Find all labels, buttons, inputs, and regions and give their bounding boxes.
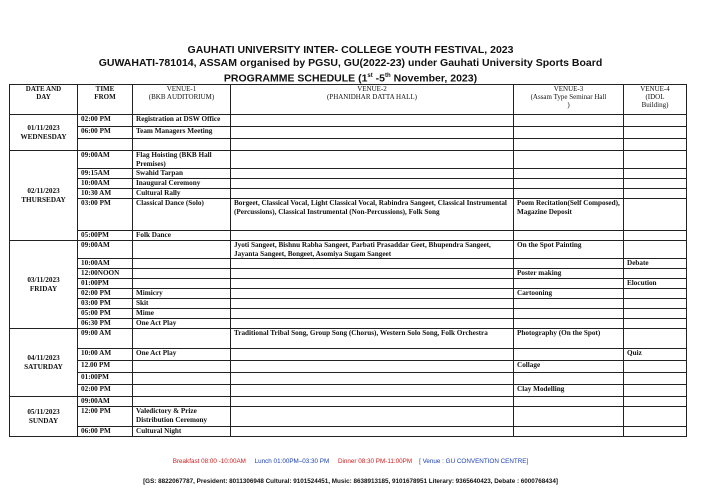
schedule-row xyxy=(10,231,687,241)
venue2-cell xyxy=(231,299,514,309)
schedule-row xyxy=(10,269,687,279)
venue2-cell xyxy=(231,279,514,289)
venue1-cell: One Act Play xyxy=(133,319,231,329)
time-cell: 03:00 PM xyxy=(78,299,133,309)
venue2-cell xyxy=(231,319,514,329)
weekday: FRIDAY xyxy=(29,284,58,293)
dinner-time: Dinner 08:30 PM-11:00PM xyxy=(337,458,413,465)
venue3-cell: Poster making xyxy=(514,269,624,279)
venue3-cell xyxy=(514,139,624,151)
breakfast-time: Breakfast 08:00 -10:00AM xyxy=(172,458,246,465)
time-cell: 10:00AM xyxy=(78,179,133,189)
venue4-cell xyxy=(624,199,687,231)
time-cell: 10:00 AM xyxy=(78,349,133,361)
time-cell: 10:30 AM xyxy=(78,189,133,199)
venue4-cell xyxy=(624,231,687,241)
venue2-cell xyxy=(231,427,514,437)
venue1-cell: Classical Dance (Solo) xyxy=(133,199,231,231)
time-cell: 01:00PM xyxy=(78,279,133,289)
column-header-row xyxy=(10,85,687,115)
venue2-cell xyxy=(231,385,514,397)
venue2-cell: Borgeet, Classical Vocal, Light Classical Vocal, Rabindra Sangeet, Classical Instrumental (Percussions), Classical Instrumental (Non-Percussions), Folk Song xyxy=(231,199,514,231)
schedule-row xyxy=(10,309,687,319)
venue1-cell xyxy=(133,385,231,397)
time-cell xyxy=(78,139,133,151)
date-value: 04/11/2023 xyxy=(27,354,60,363)
venue2-cell xyxy=(231,169,514,179)
venue4-cell xyxy=(624,127,687,139)
venue1-cell: Mimicry xyxy=(133,289,231,299)
venue1-cell: Folk Dance xyxy=(133,231,231,241)
venue1-cell: Mime xyxy=(133,309,231,319)
venue2-cell xyxy=(231,115,514,127)
venue1-cell: Swahid Tarpan xyxy=(133,169,231,179)
venue-note: [ Venue : GU CONVENTION CENTRE] xyxy=(419,458,529,465)
venue4-cell xyxy=(624,427,687,437)
schedule-heading xyxy=(0,70,701,85)
venue1-cell: Inaugural Ceremony xyxy=(133,179,231,189)
schedule-row xyxy=(10,199,687,231)
venue4-cell xyxy=(624,139,687,151)
venue3-cell xyxy=(514,309,624,319)
venue1-cell: Flag Hoisting (BKB Hall Premises) xyxy=(133,151,231,169)
venue2-cell xyxy=(231,259,514,269)
date-cell xyxy=(10,115,78,151)
schedule-heading-sup1: st xyxy=(367,73,373,79)
venue3-cell xyxy=(514,407,624,427)
venue1-cell xyxy=(133,397,231,407)
schedule-heading-prefix: PROGRAMME SCHEDULE (1 xyxy=(223,72,368,85)
venue1-cell: Cultural Night xyxy=(133,427,231,437)
weekday: THURSEDAY xyxy=(21,195,66,204)
schedule-row xyxy=(10,289,687,299)
venue4-cell xyxy=(624,269,687,279)
schedule-row xyxy=(10,259,687,269)
schedule-row xyxy=(10,139,687,151)
venue2-cell: Traditional Tribal Song, Group Song (Chorus), Western Solo Song, Folk Orchestra xyxy=(231,329,514,349)
venue3-cell xyxy=(514,349,624,361)
venue2-cell xyxy=(231,179,514,189)
venue2-cell: Jyoti Sangeet, Bishnu Rabha Sangeet, Parbati Prasaddar Geet, Bhupendra Sangeet, Jayanta Sangeet, Bongeet, Asomiya Sugam Sangeet xyxy=(231,241,514,259)
venue1-cell xyxy=(133,139,231,151)
schedule-row xyxy=(10,385,687,397)
venue4-cell xyxy=(624,151,687,169)
venue3-cell xyxy=(514,179,624,189)
time-cell: 02:00 PM xyxy=(78,385,133,397)
schedule-row xyxy=(10,361,687,373)
venue1-cell: Cultural Rally xyxy=(133,189,231,199)
venue1-cell: Skit xyxy=(133,299,231,309)
venue4-cell xyxy=(624,407,687,427)
schedule-row xyxy=(10,329,687,349)
schedule-row xyxy=(10,373,687,385)
venue4-cell: Quiz xyxy=(624,349,687,361)
time-cell: 03:00 PM xyxy=(78,199,133,231)
venue1-cell xyxy=(133,279,231,289)
schedule-row xyxy=(10,427,687,437)
schedule-heading-sup2: th xyxy=(385,73,391,79)
venue3-cell xyxy=(514,279,624,289)
schedule-row xyxy=(10,241,687,259)
lunch-time: Lunch 01:00PM–03:30 PM xyxy=(254,458,330,465)
venue4-cell xyxy=(624,189,687,199)
schedule-row xyxy=(10,319,687,329)
time-cell: 10:00AM xyxy=(78,259,133,269)
venue3-cell xyxy=(514,169,624,179)
contact-numbers: [GS: 8822067787, President: 8011306948 Cultural: 9101524451, Music: 8638913185, 9101678951 Literary: 9365640423, Debate : 6000768434] xyxy=(143,478,558,485)
venue1-cell: One Act Play xyxy=(133,349,231,361)
time-cell: 09:15AM xyxy=(78,169,133,179)
date-value: 03/11/2023 xyxy=(27,276,60,285)
venue2-cell xyxy=(231,189,514,199)
time-cell: 05:00PM xyxy=(78,231,133,241)
col-header-venue3: VENUE-3 (Assam Type Seminar Hall ) xyxy=(514,85,624,115)
time-cell: 12:00NOON xyxy=(78,269,133,279)
venue4-cell xyxy=(624,361,687,373)
schedule-row xyxy=(10,407,687,427)
venue2-cell xyxy=(231,407,514,427)
col-header-venue2: VENUE-2 (PHANIDHAR DATTA HALL) xyxy=(231,85,514,115)
weekday: WEDNESDAY xyxy=(20,132,67,141)
venue3-cell xyxy=(514,151,624,169)
time-cell: 09:00 AM xyxy=(78,329,133,349)
venue4-cell xyxy=(624,319,687,329)
venue2-cell xyxy=(231,269,514,279)
schedule-heading-mid: -5 xyxy=(372,72,386,85)
time-cell: 09:00AM xyxy=(78,241,133,259)
venue3-cell: Clay Modelling xyxy=(514,385,624,397)
schedule-row xyxy=(10,127,687,139)
venue3-cell xyxy=(514,319,624,329)
schedule-row xyxy=(10,299,687,309)
schedule-row xyxy=(10,179,687,189)
col-header-date: DATE AND DAY xyxy=(10,85,78,115)
meal-timings xyxy=(0,458,701,465)
venue3-cell xyxy=(514,127,624,139)
time-cell: 09:00AM xyxy=(78,397,133,407)
time-cell: 05:00 PM xyxy=(78,309,133,319)
time-cell: 12.00 PM xyxy=(78,361,133,373)
venue1-cell: Team Managers Meeting xyxy=(133,127,231,139)
venue2-cell xyxy=(231,231,514,241)
schedule-row xyxy=(10,169,687,179)
venue3-cell xyxy=(514,373,624,385)
venue3-cell: Photography (On the Spot) xyxy=(514,329,624,349)
venue1-cell: Registration at DSW Office xyxy=(133,115,231,127)
venue4-cell xyxy=(624,289,687,299)
venue4-cell xyxy=(624,241,687,259)
schedule-heading-suffix: November, 2023) xyxy=(390,72,478,85)
time-cell: 12:00 PM xyxy=(78,407,133,427)
venue3-cell: Cartooning xyxy=(514,289,624,299)
col-header-time: TIME FROM xyxy=(78,85,133,115)
date-cell xyxy=(10,397,78,437)
venue2-cell xyxy=(231,139,514,151)
time-cell: 06:00 PM xyxy=(78,427,133,437)
venue3-cell xyxy=(514,259,624,269)
time-cell: 02:00 PM xyxy=(78,115,133,127)
venue4-cell xyxy=(624,115,687,127)
time-cell: 02:00 PM xyxy=(78,289,133,299)
date-cell xyxy=(10,329,78,397)
venue1-cell xyxy=(133,329,231,349)
date-value: 01/11/2023 xyxy=(27,123,60,132)
venue1-cell xyxy=(133,373,231,385)
venue2-cell xyxy=(231,127,514,139)
venue4-cell xyxy=(624,309,687,319)
organiser-line: GUWAHATI-781014, ASSAM organised by PGSU, GU(2022-23) under Gauhati University Sports Board xyxy=(98,57,603,69)
schedule-table xyxy=(9,84,687,437)
venue2-cell xyxy=(231,309,514,319)
venue2-cell xyxy=(231,349,514,361)
venue4-cell: Debate xyxy=(624,259,687,269)
col-header-venue1: VENUE-1 (BKB AUDITORIUM) xyxy=(133,85,231,115)
venue3-cell xyxy=(514,189,624,199)
schedule-body xyxy=(10,115,687,437)
venue3-cell xyxy=(514,299,624,309)
venue3-cell xyxy=(514,231,624,241)
weekday: SUNDAY xyxy=(28,416,59,425)
date-value: 02/11/2023 xyxy=(27,187,60,195)
col-header-venue4: VENUE-4 (IDOL Building) xyxy=(624,85,687,115)
venue1-cell xyxy=(133,241,231,259)
venue1-cell xyxy=(133,269,231,279)
time-cell: 01:00PM xyxy=(78,373,133,385)
venue3-cell xyxy=(514,115,624,127)
venue2-cell xyxy=(231,361,514,373)
venue2-cell xyxy=(231,289,514,299)
time-cell: 06:30 PM xyxy=(78,319,133,329)
venue4-cell xyxy=(624,299,687,309)
date-value: 05/11/2023 xyxy=(27,408,60,417)
venue4-cell: Elocution xyxy=(624,279,687,289)
time-cell: 09:00AM xyxy=(78,151,133,169)
venue4-cell xyxy=(624,385,687,397)
venue1-cell xyxy=(133,259,231,269)
venue4-cell xyxy=(624,373,687,385)
date-cell xyxy=(10,241,78,329)
festival-title: GAUHATI UNIVERSITY INTER- COLLEGE YOUTH FESTIVAL, 2023 xyxy=(187,44,514,56)
venue4-cell xyxy=(624,179,687,189)
schedule-row xyxy=(10,397,687,407)
venue2-cell xyxy=(231,373,514,385)
time-cell: 06:00 PM xyxy=(78,127,133,139)
venue1-cell: Valedictory & Prize Distribution Ceremony xyxy=(133,407,231,427)
venue3-cell: Collage xyxy=(514,361,624,373)
venue3-cell xyxy=(514,397,624,407)
schedule-row xyxy=(10,279,687,289)
venue3-cell xyxy=(514,427,624,437)
venue2-cell xyxy=(231,151,514,169)
venue4-cell xyxy=(624,169,687,179)
schedule-row xyxy=(10,189,687,199)
weekday: SATURDAY xyxy=(24,362,63,371)
venue3-cell: Poem Recitation(Self Composed), Magazine Deposit xyxy=(514,199,624,231)
venue4-cell xyxy=(624,397,687,407)
venue3-cell: On the Spot Painting xyxy=(514,241,624,259)
schedule-row xyxy=(10,115,687,127)
venue1-cell xyxy=(133,361,231,373)
venue4-cell xyxy=(624,329,687,349)
schedule-row xyxy=(10,151,687,169)
venue2-cell xyxy=(231,397,514,407)
date-cell xyxy=(10,151,78,241)
schedule-row xyxy=(10,349,687,361)
